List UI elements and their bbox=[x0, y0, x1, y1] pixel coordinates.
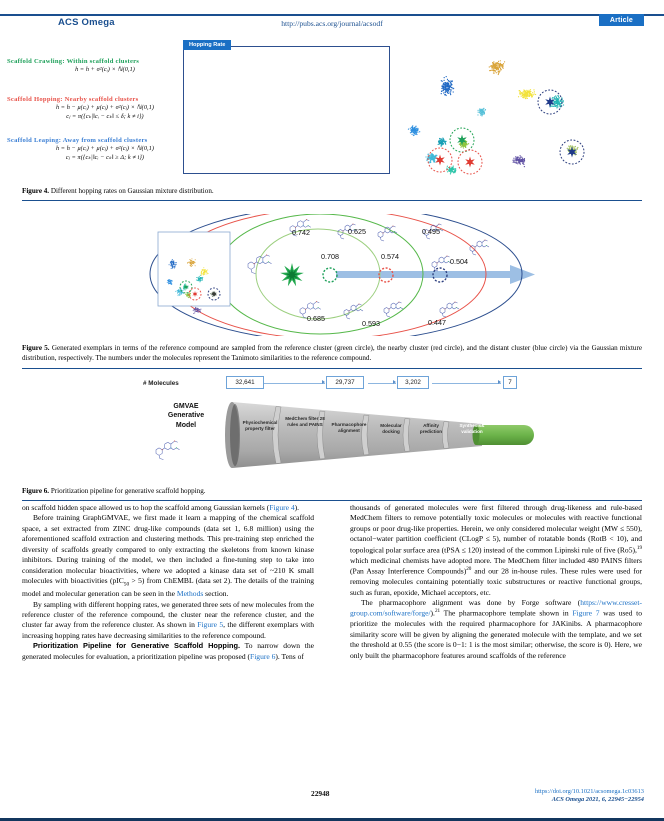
similarity-0685: 0.685 bbox=[307, 314, 325, 323]
paragraph-training bbox=[22, 513, 314, 599]
gmvae-model-label bbox=[150, 402, 222, 430]
figure-4 bbox=[0, 42, 664, 182]
figure-5-divider bbox=[22, 368, 642, 369]
para-1-text: on scaffold hidden space allowed us to hop the scaffold among Gaussian kernels ( bbox=[22, 503, 270, 512]
pipeline-arrow-2 bbox=[393, 380, 396, 384]
journal-url bbox=[0, 19, 664, 28]
funnel-stage-5: Affinity prediction bbox=[419, 423, 443, 434]
hopping-rate-panel bbox=[183, 46, 390, 174]
figure-4-caption-text: Different hopping rates on Gaussian mixture distribution. bbox=[49, 187, 214, 195]
journal-citation: ACS Omega 2021, 6, 22945−22954 bbox=[551, 796, 644, 803]
figure-5-crossref[interactable]: Figure 5 bbox=[197, 620, 224, 630]
molecule-count-3: 3,202 bbox=[397, 376, 429, 389]
figure-5-caption bbox=[22, 343, 642, 369]
hop-eq-leaping-2: cⱼ = π({cₖ|‖cᵢ − cₖ‖ ≥ Δ; k ≠ i}) bbox=[65, 154, 145, 162]
pipeline-arrow-1 bbox=[322, 380, 325, 384]
article-type-badge: Article bbox=[599, 14, 644, 26]
para-1-end: ). bbox=[294, 503, 300, 512]
journal-url-text[interactable]: http://pubs.acs.org/journal/acsodf bbox=[275, 19, 389, 28]
hop-eq-leaping-1: h = h − μ(cᵢ) + μ(cⱼ) + σ²(cⱼ) × ℕ(0,1) bbox=[55, 145, 155, 152]
figure-5-caption-text: Generated exemplars in terms of the reference compound are sampled from the reference cluster (green circle), the nearby cluster (red circle), and the distant cluster (blue circle) via the Gaussian mixture distribution, respectively. The numbers under the molecules represent the Tanimoto similarities to the reference compound. bbox=[22, 344, 642, 363]
figure-6-caption-text: Prioritization pipeline for generative scaffold hopping. bbox=[49, 487, 206, 495]
figure-4-caption bbox=[22, 186, 642, 201]
para-2-text: Before training GraphGMVAE, we first made it learn a mapping of the chemical scaffold space, a set extracted from ZINC drug-like compounds (data set 1, 6.8 million) using the aforementioned scaffold extraction and clustering methods. This pre-training step enriched the diversity of scaffolds greatly compared to only extracting the skeletons from known kinase inhibitors. During training of the model, we then included a fine-tuning step to take into consideration molecular bioactivities, where we adopted a kinase data set of ~210 K small molecules with bioactivities (pIC bbox=[22, 513, 314, 586]
figure-5 bbox=[0, 214, 664, 338]
citation-21[interactable]: 21 bbox=[434, 608, 441, 615]
para-r1b-text: which medicinal chemists have adopted more. The MedChem filter included 480 PAINS filters (Pan Assay Interference Compounds) bbox=[350, 555, 642, 576]
journal-title: ACS Omega bbox=[54, 17, 119, 28]
hopping-rate-tab: Hopping Rate bbox=[183, 40, 231, 50]
molecule-count-2: 29,737 bbox=[326, 376, 364, 389]
figure-6-divider bbox=[22, 500, 642, 501]
forge-software-link[interactable]: https://www.cresset-group.com/software/forge/ bbox=[350, 597, 642, 618]
similarity-0504: 0.504 bbox=[450, 257, 468, 266]
paragraph-filters bbox=[350, 503, 642, 598]
figure-4-caption-label: Figure 4. bbox=[22, 187, 50, 195]
molecule-count-4: 7 bbox=[503, 376, 517, 389]
gmvae-label-line-2: Generative bbox=[167, 412, 205, 420]
left-column bbox=[22, 503, 314, 662]
para-2-end: section. bbox=[203, 589, 229, 599]
similarity-0574: 0.574 bbox=[381, 252, 399, 261]
similarity-0593: 0.593 bbox=[362, 319, 380, 328]
input-molecule-sketch bbox=[152, 430, 218, 470]
funnel-stage-4: Molecular docking bbox=[380, 423, 402, 434]
para-3-end: , the different exemplars with increasing hopping rates have decreasing similarities to the reference compound. bbox=[22, 620, 314, 640]
funnel-stage-1: Physiochemical property filter bbox=[242, 420, 278, 431]
para-r2c-text: The pharmacophore template shown in bbox=[440, 608, 573, 618]
scaffold-hopping-diagram bbox=[140, 214, 540, 336]
funnel-stage-6: Synthesis& validation bbox=[459, 423, 485, 434]
para-r2b-text: ). bbox=[430, 608, 435, 618]
page-footer bbox=[0, 789, 664, 821]
hop-block-crawling bbox=[7, 58, 203, 74]
para-r1c-text: and our 28 in-house rules. These rules were used for removing molecules containing potentially toxic substructures or reactive functional groups, such as furan, epoxide, Michael acceptors, etc. bbox=[350, 566, 642, 597]
figure-5-caption-label: Figure 5. bbox=[22, 344, 50, 352]
para-r2d-text: was used to prioritize the molecules with the required pharmacophore for JAKinibs. A pharmacophore similarity score will be given by aligning the generated molecule with the template, and we set the threshold at 0.55 (the score is 0−1: 1 is the most similar; otherwise, the score is 0). Here, we only built the pharmacophore features around scaffolds of the reference bbox=[350, 608, 642, 660]
molecule-count-1: 32,641 bbox=[226, 376, 264, 389]
similarity-0708: 0.708 bbox=[321, 252, 339, 261]
figure-4-crossref[interactable]: Figure 4 bbox=[269, 503, 295, 512]
right-column bbox=[350, 503, 642, 661]
para-r2a-text: The pharmacophore alignment was done by Forge software ( bbox=[361, 597, 581, 607]
para-3-text: By sampling with different hopping rates, we generated three sets of new molecules from the reference cluster of the reference compound, the cluster near the reference cluster, and the cluster far away from the reference cluster. As shown in bbox=[22, 599, 314, 630]
figure-6 bbox=[0, 372, 664, 482]
citation-19[interactable]: 19 bbox=[636, 544, 642, 551]
pipeline-connector-3 bbox=[432, 383, 501, 384]
hop-block-hopping bbox=[7, 96, 203, 122]
similarity-0495: 0.495 bbox=[422, 227, 440, 236]
gaussian-mixture-scatter bbox=[392, 42, 657, 182]
pipeline-connector-2 bbox=[368, 383, 396, 384]
gmvae-label-line-1: GMVAE bbox=[173, 403, 199, 410]
pipeline-connector-1 bbox=[262, 383, 325, 384]
hop-title-crawling: Scaffold Crawling: Within scaffold clusters bbox=[7, 58, 140, 65]
paragraph-prioritization bbox=[22, 641, 314, 662]
hop-block-leaping bbox=[7, 137, 203, 163]
methods-crossref[interactable]: Methods bbox=[176, 589, 204, 599]
num-molecules-label: # Molecules bbox=[143, 380, 179, 387]
section-heading-runin: Prioritization Pipeline for Generative Scaffold Hopping. bbox=[33, 641, 241, 651]
hop-title-leaping: Scaffold Leaping: Away from scaffold clusters bbox=[7, 137, 148, 144]
figure-6-caption bbox=[22, 486, 642, 501]
paragraph-continued bbox=[22, 503, 314, 513]
prioritization-funnel bbox=[224, 396, 549, 474]
figure-6-crossref[interactable]: Figure 6 bbox=[250, 651, 276, 661]
para-2-mid: > 5) from ChEMBL (data set 2). The details of the training model and molecular generation can be seen in the bbox=[22, 576, 314, 599]
paragraph-pharmacophore bbox=[350, 598, 642, 661]
gmvae-label-line-3: Model bbox=[175, 421, 197, 429]
citation-20[interactable]: 20 bbox=[466, 566, 472, 573]
hop-title-hopping: Scaffold Hopping: Nearby scaffold clusters bbox=[7, 96, 139, 103]
similarity-0742: 0.742 bbox=[292, 228, 310, 237]
pipeline-arrow-3 bbox=[498, 380, 501, 384]
para-4-end: ). Tens of bbox=[275, 651, 304, 661]
similarity-0447: 0.447 bbox=[428, 318, 446, 327]
hop-eq-crawling-1: h = h + σ²(cᵢ) × ℕ(0,1) bbox=[75, 66, 135, 73]
doi-link[interactable]: https://doi.org/10.1021/acsomega.1c03613 bbox=[534, 788, 644, 795]
similarity-0625: 0.625 bbox=[348, 227, 366, 236]
figure-4-divider bbox=[22, 200, 642, 201]
paragraph-sampling bbox=[22, 600, 314, 642]
funnel-stage-2: MedChem filter 28 rules and PAINS bbox=[285, 416, 325, 427]
body-columns bbox=[0, 503, 664, 793]
funnel-stage-3: Pharmacophore alignment bbox=[331, 422, 367, 433]
para-4-text: To narrow down the generated molecules for evaluation, a prioritization pipeline was proposed ( bbox=[22, 641, 314, 661]
pic50-subscript: 50 bbox=[123, 581, 130, 588]
figure-7-crossref[interactable]: Figure 7 bbox=[572, 608, 600, 618]
para-r1a-text: thousands of generated molecules were first filtered through drug-likeness and rule-based MedChem filters to remove potentially toxic molecules or molecules with reactive functional groups or poor drug-like properties. Herein, we only considered molecular weight (MW ≤ 550), octanol−water partition coefficient (CLogP ≤ 5), number of rotatable bonds (RotB < 10), and topological polar surface area (tPSA ≤ 120) instead of the common Lipinski rule of five (Ro5), bbox=[350, 503, 642, 555]
hop-eq-hopping-1: h = h − μ(cᵢ) + μ(cⱼ) + σ²(cⱼ) × ℕ(0,1) bbox=[55, 104, 155, 111]
hop-eq-hopping-2: cⱼ = π({cₖ|‖cᵢ − cₖ‖ ≤ δ; k ≠ i}) bbox=[66, 113, 144, 121]
figure-6-caption-label: Figure 6. bbox=[22, 487, 50, 495]
header-rule bbox=[0, 14, 664, 16]
page-header bbox=[0, 0, 664, 36]
page-number: 22948 bbox=[311, 789, 330, 798]
